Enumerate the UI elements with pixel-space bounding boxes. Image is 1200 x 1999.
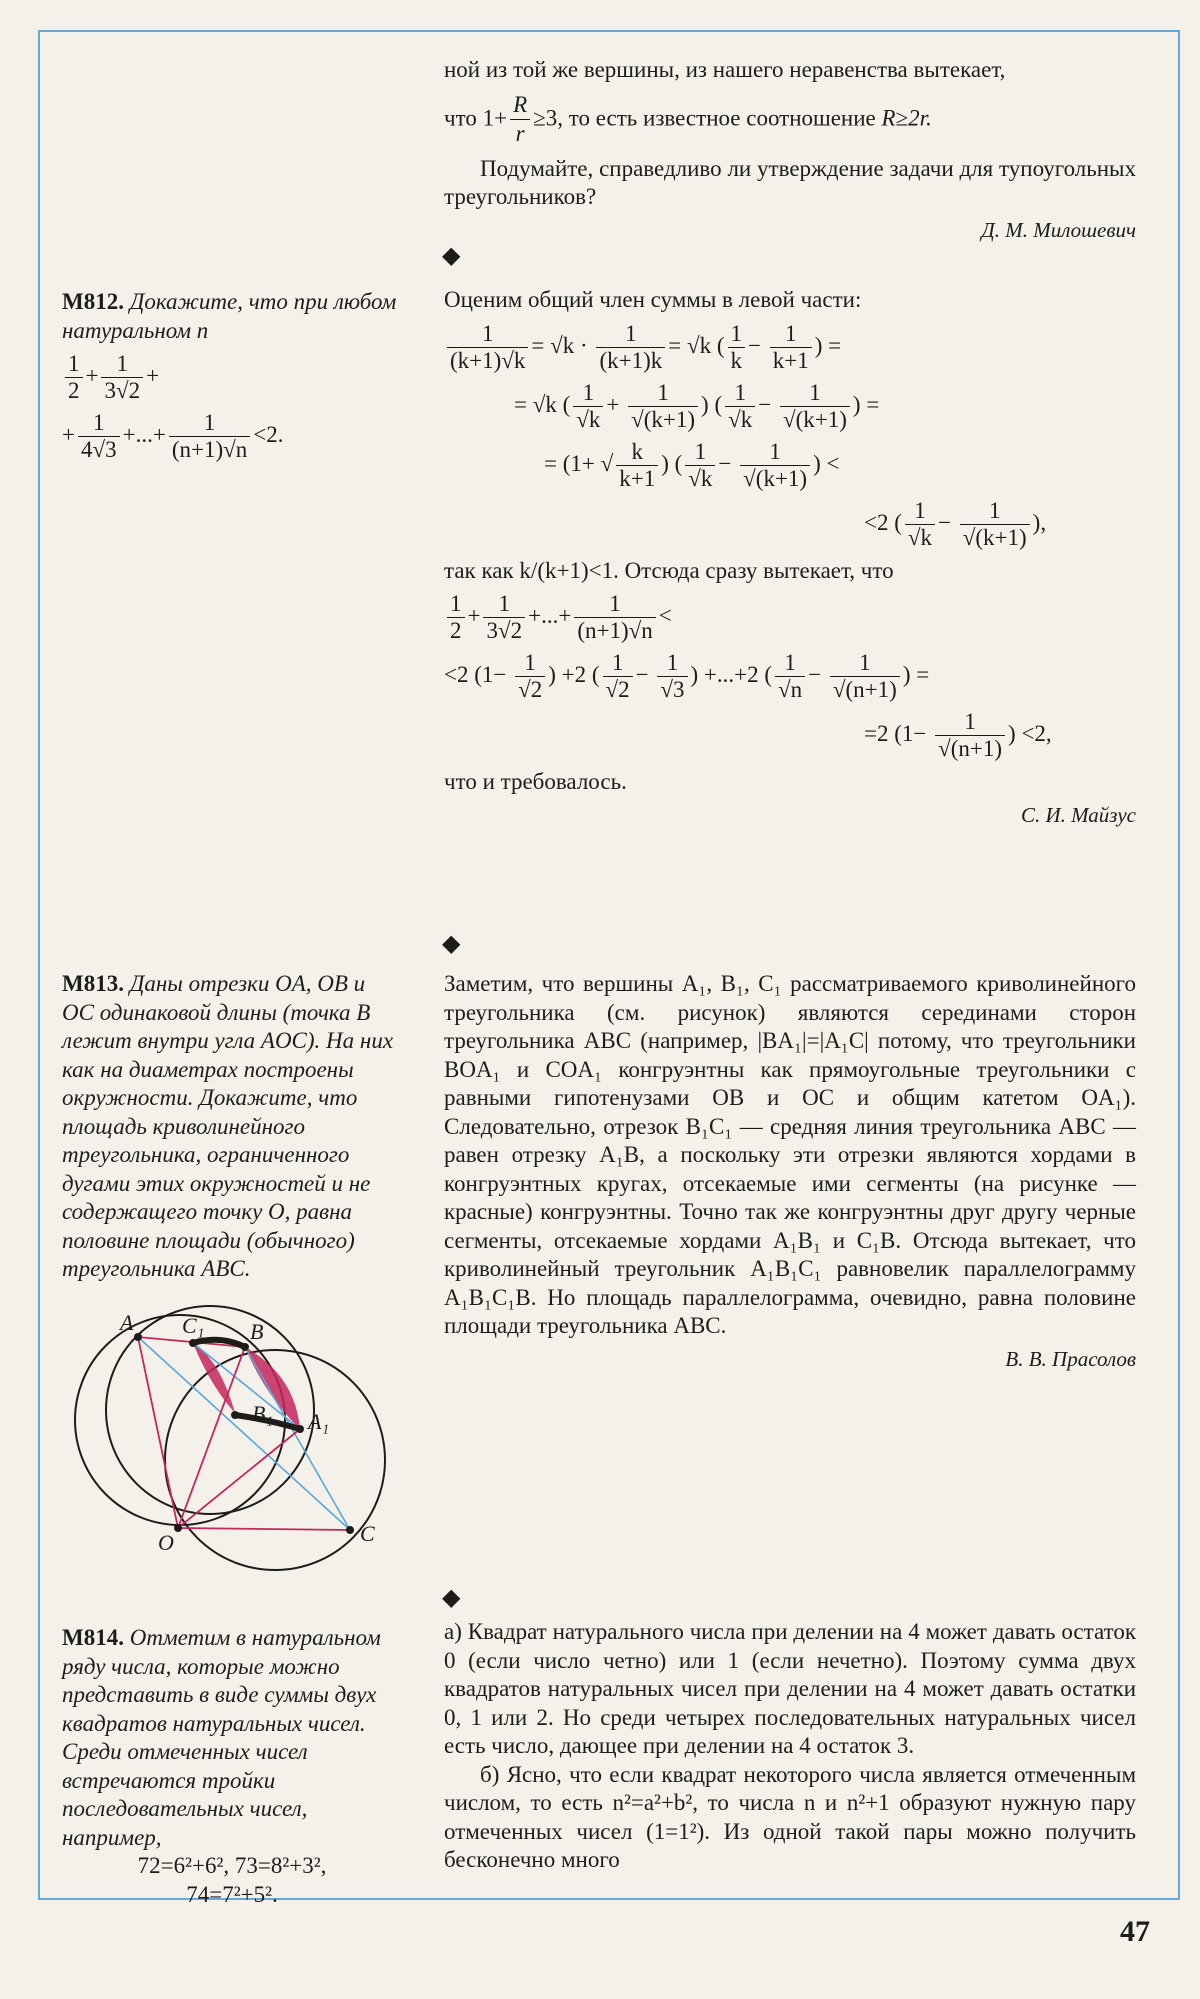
m812-problem: М812. Докажите, что при любом натуральном n $\frac{1}{2}$ + $\frac{1}{3√2}$ + + $\frac{1}{4√3}$ +...+ $\frac{1}{(n+1)√n}$ <2. (62, 288, 402, 469)
label-c1: C₁ (182, 1313, 205, 1338)
circles-figure (60, 1305, 420, 1605)
top-question: Подумайте, справедливо ли утверждение задачи для тупоугольных треугольников? (444, 155, 1136, 209)
author-prasolov: В. В. Прасолов (1005, 1346, 1136, 1371)
m812-solution (444, 286, 1136, 829)
top-line1: ной из той же вершины, из нашего неравенства вытекает, (444, 57, 1006, 82)
m813-label: М813. (62, 971, 124, 996)
m812-sum: $\frac{1}{2}$ + $\frac{1}{3√2}$ + + $\frac{1}{4√3}$ +...+ $\frac{1}{(n+1)√n}$ <2. (62, 351, 284, 462)
label-b: B (250, 1319, 264, 1344)
label-a1: A₁ (308, 1409, 330, 1434)
m812-end: что и требовалось. (444, 769, 627, 794)
m813-problem: М813. Даны отрезки OA, OB и OC одинаковой длины (точка B лежит внутри угла AOC). На них как на диаметрах построены окружности. Докажите, что площадь криволинейного треугольника, ограниченного дугами этих окружностей и не содержащего точку O, равна половине площади (обычного) треугольника ABC. (62, 971, 394, 1281)
label-c: C (360, 1521, 375, 1546)
top-line2: что 1+ $\frac{R}{r}$ ≥3, то есть известное соотношение R≥2r. (444, 91, 932, 146)
bullet-icon: ◆ (442, 1585, 461, 1611)
black-segment (193, 1340, 245, 1347)
m814-label: М814. (62, 1625, 124, 1650)
label-b1: B₁ (252, 1401, 274, 1426)
m812-intro: Оценим общий член суммы в левой части: (444, 287, 862, 312)
m814-solution (444, 1618, 1136, 1875)
m813-solution (444, 970, 1136, 1373)
bullet-icon: ◆ (442, 931, 461, 957)
red-segment (193, 1343, 235, 1413)
m814-problem: М814. Отметим в натуральном ряду числа, которые можно представить в виде суммы двух квадратов натуральных чисел. Среди отмеченных чисел встречаются тройки последовательных чисел, например, 72=6²+6², 73=8²+3², 74=7²+5². (62, 1624, 402, 1909)
m814-sol-b: б) Ясно, что если квадрат некоторого числа является отмеченным числом, то есть n²=a²+b², то числа n и n²+1 образуют нужную пару отмеченных чисел (1=1²). Из одной такой пары можно получить бесконечно много (444, 1761, 1136, 1872)
label-o: O (158, 1530, 174, 1555)
m812-derivation: $\frac{1}{(k+1)√k}$ = √k · $\frac{1}{(k+1)k}$ = √k ( $\frac{1}{k}$ − $\frac{1}{k+1}$ ) = = √k ( $\frac{1}{√k}$ + $\frac{1}{√(k+1)}$ ) ( $\frac{1}{√k}$ − $\frac{1}{√(k+1)}$ ) = = (1+ √ $\frac{k}{k+1}$ ) ( $\frac{1}{√k}$ − $\frac{1}{√(k+1)}$ ) < <2 ( $\frac{1}{√k}$ − $\frac{1}{√(k+1)}$ ), (444, 321, 1136, 551)
m812-conclusion: $\frac{1}{2}$ + $\frac{1}{3√2}$ +...+ $\frac{1}{(n+1)√n}$ < <2 (1− $\frac{1}{√2}$ ) +2 ( $\frac{1}{√2}$ − $\frac{1}{√3}$ ) +...+2 ( $\frac{1}{√n}$ − $\frac{1}{√(n+1)}$ ) = =2 (1− $\frac{1}{√(n+1)}$ ) <2, (444, 591, 1052, 761)
page-number: 47 (1120, 1915, 1150, 1948)
m814-sol-a: а) Квадрат натурального числа при делении на 4 может давать остаток 0 (если число четно) или 1 (если нечетно). Поэтому сумма двух квадратов натуральных чисел при делении на 4 может давать остатки 0, 1 или 2. Но среди четырех последовательных натуральных чисел есть число, дающее при делении на 4 остаток 3. (444, 1619, 1136, 1758)
blue-line (245, 1347, 350, 1530)
author-maizus: С. И. Майзус (1020, 802, 1136, 827)
bullet-icon: ◆ (442, 243, 461, 269)
m814-examples-1: 72=6²+6², 73=8²+3², (137, 1853, 327, 1878)
author-milosevic: Д. М. Милошевич (981, 217, 1136, 242)
m812-middle: так как k/(k+1)<1. Отсюда сразу вытекает, что (444, 557, 894, 583)
top-continuation (444, 56, 1136, 244)
label-a: A (120, 1310, 134, 1335)
m814-examples-2: 74=7²+5². (186, 1881, 278, 1907)
pink-line (178, 1528, 350, 1530)
m812-label: М812. (62, 289, 124, 314)
m813-solution-text: Заметим, что вершины A₁, B₁, C₁ рассматриваемого криволинейного треугольника (см. рисунок) являются серединами сторон треугольника ABC (например, |BA₁|=|A₁C| потому, что треугольники BOA₁ и COA₁ конгруэнтны как прямоугольные треугольники с равными гипотенузами OB и OC и общим катетом OA₁). Следовательно, отрезок B₁C₁ — средняя линия треугольника ABC — равен отрезку A₁B, а поскольку эти отрезки являются хордами в конгруэнтных кругах, отсекаемые ими сегменты (на рисунке — красные) конгруэнтны. Точно так же конгруэнтны друг другу черные сегменты, отсекаемые хордами A₁B₁ и C₁B. Отсюда вытекает, что криволинейный треугольник A₁B₁C₁ равновелик параллелограмму A₁B₁C₁B. Но площадь параллелограмма, очевидно, равна половине площади треугольника ABC. (444, 971, 1136, 1338)
